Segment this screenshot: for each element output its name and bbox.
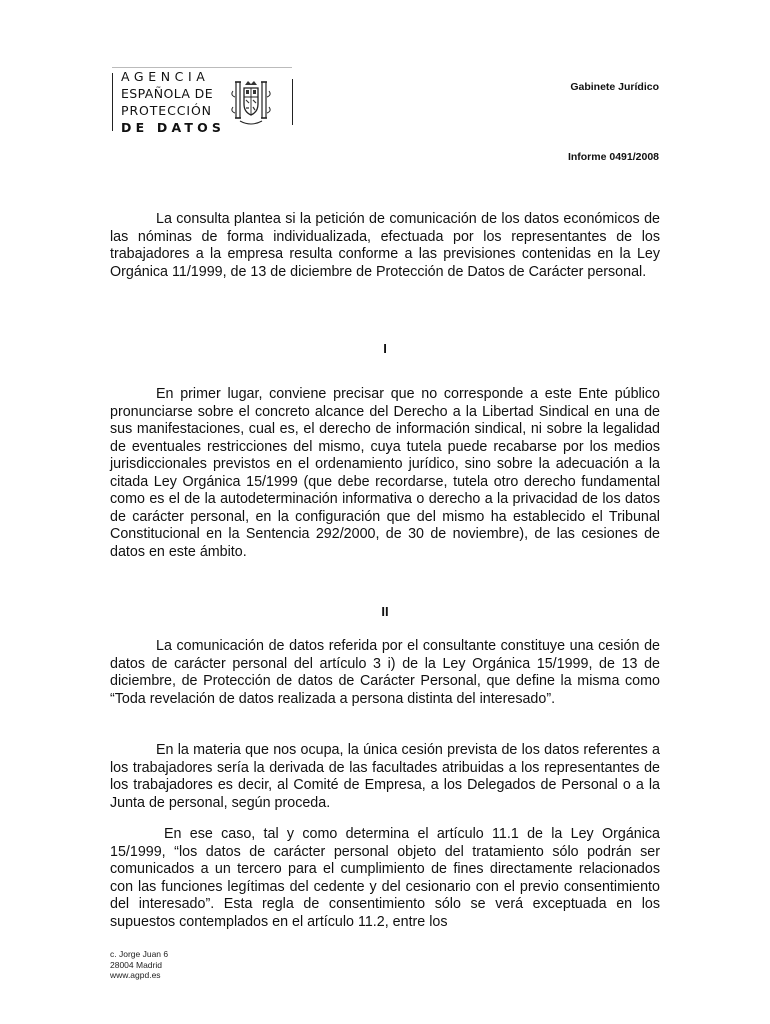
section2-paragraph-1 [110, 638, 660, 708]
footer-address [110, 949, 168, 981]
footer-web-link[interactable]: www.agpd.es [110, 970, 161, 980]
section-heading-1: I [383, 341, 387, 356]
agency-logo [110, 67, 294, 137]
intro-paragraph [110, 211, 660, 281]
footer-city: 28004 Madrid [110, 959, 162, 970]
footer-street: c. Jorge Juan 6 [110, 949, 169, 959]
logo-text [121, 68, 225, 136]
section1-paragraph [110, 386, 660, 561]
section2-text-3: En ese caso, tal y como determina el artículo 11.1 de la Ley Orgánica 15/1999, “los datos de carácter personal objeto del tratamiento sólo podrán ser comunicados a un tercero para el cumplimiento de fines directamente relacionados con las funciones legítimas del cedente y del cesionario con el previo consentimiento del interesado”. Esta regla de consentimiento sólo se verá exceptuada en los supuestos contemplados en el artículo 11.2, entre los [110, 826, 660, 930]
section2-paragraph-2 [110, 742, 660, 812]
report-number: Informe 0491/2008 [567, 151, 659, 163]
section2-text-2: En la materia que nos ocupa, la única cesión prevista de los datos referentes a los trabajadores sería la derivada de las facultades atribuidas a los representantes de los trabajadores es decir, al Comité de Empresa, a los Delegados de Personal o a la Junta de personal, según proceda. [110, 742, 660, 811]
coat-of-arms-icon [230, 79, 272, 127]
section1-text: En primer lugar, conviene precisar que no corresponde a este Ente público pronunciarse sobre el concreto alcance del Derecho a la Libertad Sindical en una de sus manifestaciones, cual es, el derecho de información sindical, ni sobre la legalidad de eventuales restricciones del mismo, cuya tutela puede recabarse por los medios jurisdiccionales previstos en el ordenamiento jurídico, sino sobre la adecuación a la citada Ley Orgánica 15/1999 (que debe recordarse, tutela otro derecho fundamental como es el de la autodeterminación informativa o derecho a la privacidad de los datos de carácter personal, en la configuración que del mismo ha establecido el Tribunal Constitucional en la Sentencia 292/2000, de 30 de noviembre), de las cesiones de datos en este ámbito. [110, 386, 660, 560]
logo-line-1: AGENCIA [121, 69, 210, 84]
header-gabinete: Gabinete Jurídico [570, 81, 659, 93]
logo-line-2: ESPAÑOLA DE [121, 86, 214, 101]
logo-left-rule [112, 73, 113, 131]
logo-line-4: DE DATOS [121, 120, 226, 135]
section2-paragraph-3 [110, 826, 660, 931]
section-heading-2: II [381, 604, 389, 619]
logo-line-3: PROTECCIÓN [121, 103, 212, 118]
section2-text-1: La comunicación de datos referida por el consultante constituye una cesión de datos de carácter personal del artículo 3 i) de la Ley Orgánica 15/1999, de 13 de diciembre, de Protección de datos de Carácter Personal, que define la misma como “Toda revelación de datos realizada a persona distinta del interesado”. [110, 638, 660, 707]
intro-text: La consulta plantea si la petición de comunicación de los datos económicos de las nóminas de forma individualizada, efectuada por los representantes de los trabajadores a la empresa resulta conforme a las previsiones contenidas en la Ley Orgánica 11/1999, de 13 de diciembre de Protección de Datos de Carácter personal. [110, 211, 660, 280]
logo-right-rule [292, 79, 293, 125]
